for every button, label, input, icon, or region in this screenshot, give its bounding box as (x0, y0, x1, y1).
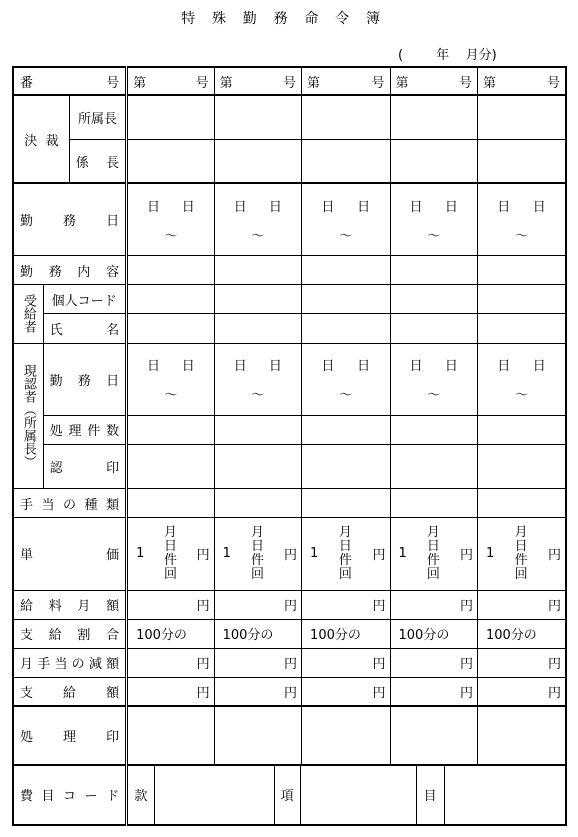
work-days-cell[interactable]: 日 日 〜 (302, 343, 390, 415)
seal-cell[interactable] (477, 444, 566, 488)
name-label: 氏 名 (43, 314, 126, 343)
work-days-cell[interactable]: 日 日 〜 (477, 183, 566, 255)
input-cell[interactable] (127, 285, 214, 314)
work-content-label: 勤 務 内 容 (13, 256, 127, 285)
input-cell[interactable] (214, 256, 301, 285)
input-cell[interactable] (302, 415, 390, 444)
input-cell[interactable] (214, 285, 301, 314)
work-days-cell[interactable]: 日 日 〜 (127, 343, 214, 415)
moku-label: 目 (416, 766, 444, 824)
work-days-cell[interactable]: 日 日 〜 (390, 183, 477, 255)
input-cell[interactable] (127, 314, 214, 343)
seal-cell[interactable] (477, 95, 566, 139)
reduction-label: 月 手 当 の 減 額 (13, 648, 127, 677)
input-cell[interactable] (390, 256, 477, 285)
personal-code-label: 個人コード (43, 285, 126, 314)
input-cell[interactable] (214, 314, 301, 343)
work-days-cell[interactable]: 日 日 〜 (477, 343, 566, 415)
order-form-table (12, 66, 567, 826)
processed-count-label: 処 理 件 数 (43, 415, 126, 444)
processing-seal-label: 処 理 印 (13, 706, 127, 764)
number-label-cell: 番 号 (13, 67, 127, 95)
work-days-cell[interactable]: 日 日 〜 (214, 343, 301, 415)
kan-input[interactable] (154, 766, 274, 824)
period-field: ( 年 月分) (398, 48, 497, 63)
rate-cell[interactable]: 100分の (477, 619, 566, 648)
input-cell[interactable] (390, 489, 477, 518)
yen-cell[interactable]: 円 (127, 590, 214, 619)
recipient-label: 受給者 (13, 285, 43, 343)
expense-code-cell (127, 765, 566, 825)
yen-cell[interactable]: 円 (214, 590, 301, 619)
seal-cell[interactable] (302, 95, 390, 139)
yen-cell[interactable]: 円 (302, 590, 390, 619)
payment-label: 支 給 額 (13, 677, 127, 706)
number-cell[interactable]: 第 号 (390, 67, 477, 95)
yen-cell[interactable]: 円 (390, 677, 477, 706)
number-cell[interactable]: 第 号 (477, 67, 566, 95)
yen-cell[interactable]: 円 (302, 677, 390, 706)
input-cell[interactable] (127, 256, 214, 285)
yen-cell[interactable]: 円 (477, 648, 566, 677)
number-cell[interactable]: 第 号 (302, 67, 390, 95)
yen-cell[interactable]: 円 (127, 677, 214, 706)
seal-cell[interactable] (302, 139, 390, 183)
seal-cell[interactable] (214, 706, 301, 764)
approval-sub-section: 係 長 (69, 139, 126, 183)
yen-cell[interactable]: 円 (390, 648, 477, 677)
input-cell[interactable] (302, 256, 390, 285)
seal-cell[interactable] (390, 706, 477, 764)
input-cell[interactable] (390, 285, 477, 314)
seal-cell[interactable] (127, 444, 214, 488)
unit-price-cell[interactable]: 1 月 日 件 回 円 (127, 518, 214, 590)
input-cell[interactable] (477, 285, 566, 314)
yen-cell[interactable]: 円 (214, 648, 301, 677)
unit-price-label: 単 価 (13, 518, 127, 590)
form-title: 特殊勤務命令簿 (181, 11, 397, 27)
confirmer-work-days-label: 勤 務 日 (43, 343, 126, 415)
input-cell[interactable] (302, 285, 390, 314)
input-cell[interactable] (477, 314, 566, 343)
input-cell[interactable] (214, 489, 301, 518)
input-cell[interactable] (390, 314, 477, 343)
unit-price-cell[interactable]: 1 月 日 件 回 円 (390, 518, 477, 590)
seal-cell[interactable] (390, 139, 477, 183)
seal-cell[interactable] (302, 706, 390, 764)
seal-cell[interactable] (477, 706, 566, 764)
unit-price-cell[interactable]: 1 月 日 件 回 円 (214, 518, 301, 590)
rate-cell[interactable]: 100分の (302, 619, 390, 648)
approval-label: 決 裁 (13, 95, 69, 183)
seal-cell[interactable] (127, 95, 214, 139)
seal-label: 認 印 (43, 444, 126, 488)
yen-cell[interactable]: 円 (390, 590, 477, 619)
number-cell[interactable]: 第 号 (127, 67, 214, 95)
rate-cell[interactable]: 100分の (127, 619, 214, 648)
monthly-salary-label: 給 料 月 額 (13, 590, 127, 619)
number-cell[interactable]: 第 号 (214, 67, 301, 95)
seal-cell[interactable] (390, 95, 477, 139)
expense-code-label: 費 目 コ ー ド (13, 765, 127, 825)
approval-sub-chief: 所属長 (69, 95, 126, 139)
kan-label: 款 (128, 766, 154, 824)
work-days-cell[interactable]: 日 日 〜 (127, 183, 214, 255)
input-cell[interactable] (214, 415, 301, 444)
kou-input[interactable] (300, 766, 416, 824)
seal-cell[interactable] (390, 444, 477, 488)
allowance-type-label: 手 当 の 種 類 (13, 489, 127, 518)
seal-cell[interactable] (127, 139, 214, 183)
input-cell[interactable] (127, 415, 214, 444)
yen-cell[interactable]: 円 (302, 648, 390, 677)
work-days-label: 勤 務 日 (13, 183, 127, 255)
input-cell[interactable] (127, 489, 214, 518)
yen-cell[interactable]: 円 (477, 590, 566, 619)
seal-cell[interactable] (477, 139, 566, 183)
unit-price-cell[interactable]: 1 月 日 件 回 円 (477, 518, 566, 590)
rate-cell[interactable]: 100分の (390, 619, 477, 648)
input-cell[interactable] (477, 256, 566, 285)
seal-cell[interactable] (302, 444, 390, 488)
rate-cell[interactable]: 100分の (214, 619, 301, 648)
work-days-cell[interactable]: 日 日 〜 (390, 343, 477, 415)
input-cell[interactable] (477, 415, 566, 444)
input-cell[interactable] (302, 489, 390, 518)
yen-cell[interactable]: 円 (127, 648, 214, 677)
input-cell[interactable] (302, 314, 390, 343)
unit-price-cell[interactable]: 1 月 日 件 回 円 (302, 518, 390, 590)
seal-cell[interactable] (214, 139, 301, 183)
input-cell[interactable] (390, 415, 477, 444)
pay-rate-label: 支 給 割 合 (13, 619, 127, 648)
seal-cell[interactable] (214, 444, 301, 488)
work-days-cell[interactable]: 日 日 〜 (214, 183, 301, 255)
confirmer-label: 現認者︵所属長︶ (13, 343, 43, 489)
seal-cell[interactable] (214, 95, 301, 139)
work-days-cell[interactable]: 日 日 〜 (302, 183, 390, 255)
yen-cell[interactable]: 円 (214, 677, 301, 706)
input-cell[interactable] (477, 489, 566, 518)
seal-cell[interactable] (127, 706, 214, 764)
moku-input[interactable] (444, 766, 565, 824)
yen-cell[interactable]: 円 (477, 677, 566, 706)
kou-label: 項 (274, 766, 300, 824)
